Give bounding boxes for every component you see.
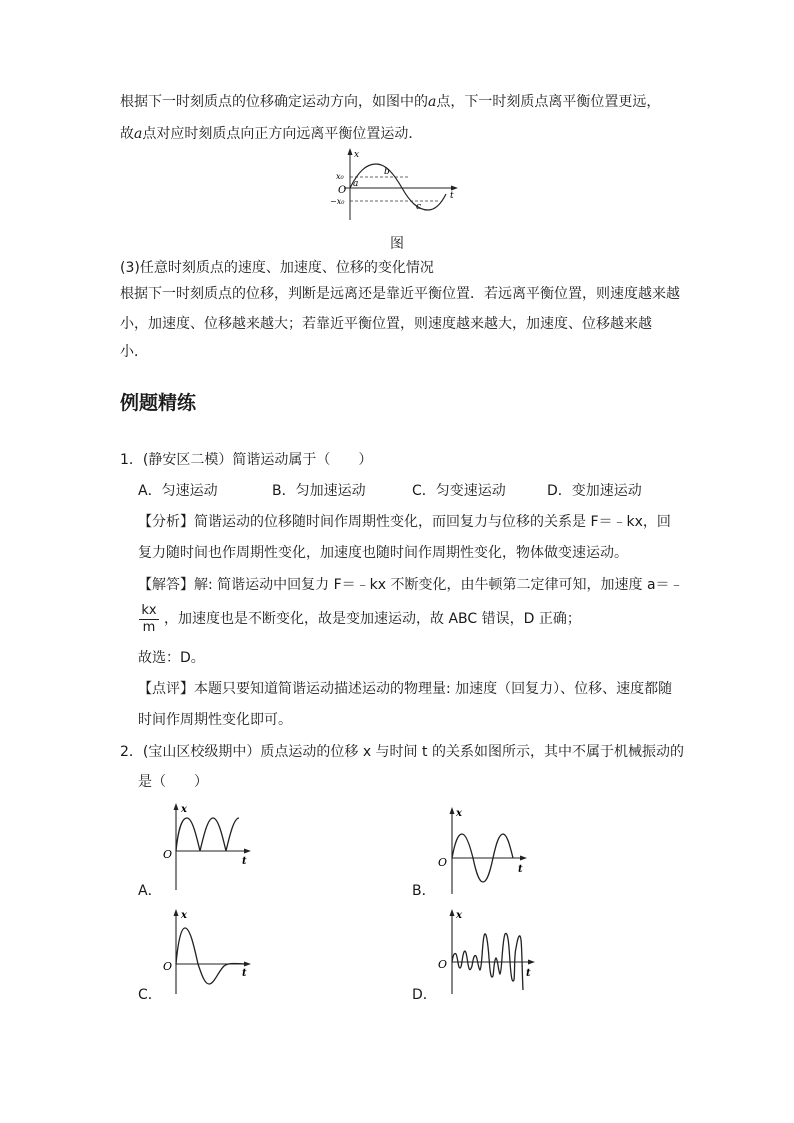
q2-option-a-label[interactable]: A． (138, 883, 162, 899)
figure-label-t: t (450, 191, 454, 201)
q2-option-c-label[interactable]: C． (138, 987, 162, 1003)
figure-label-a: a (353, 179, 359, 189)
sine-figure (328, 146, 464, 226)
figure-sine-curve (350, 164, 446, 210)
q1-option-d[interactable]: D．变加速运动 (547, 483, 642, 499)
graph-c-label-o: O (163, 960, 173, 973)
graph-d-t-arrow (528, 960, 535, 965)
graph-c-label-x: x (181, 910, 187, 921)
graph-a-curve (176, 818, 239, 851)
section3-p2: 小，加速度、位移越来越大；若靠近平衡位置，则速度越来越大，加速度、位移越来越 (120, 316, 652, 332)
section3-p3: 小． (120, 344, 148, 360)
q1-option-c[interactable]: C．匀变速运动 (412, 483, 506, 499)
q1-option-a[interactable]: A．匀速运动 (138, 483, 218, 499)
q1-answer-1: 【解答】解: 简谐运动中回复力 F＝﹣kx 不断变化，由牛顿第二定律可知，加速度 a＝﹣ (138, 577, 684, 593)
graph-a-x-arrow (174, 803, 179, 810)
q1-comment-2: 时间作周期性变化即可。 (138, 712, 292, 728)
graph-a-label-x: x (181, 804, 187, 815)
q1-analysis-1: 【分析】简谐运动的位移随时间作周期性变化，而回复力与位移的关系是 F＝﹣kx，回 (138, 514, 671, 530)
graph-d[interactable] (432, 906, 542, 998)
graph-b-t-arrow (520, 856, 527, 861)
q1-option-b[interactable]: B．匀加速运动 (272, 483, 366, 499)
q1-stem: 1．(静安区二模）简谐运动属于（ ） (120, 452, 373, 468)
figure-x-arrow (348, 148, 353, 155)
figure-label-c: c (416, 202, 422, 212)
figure-label-x0: x₀ (336, 172, 344, 181)
figure-t-arrow (451, 186, 458, 191)
graph-d-label-x: x (456, 910, 462, 921)
q1-choice: 故选：D。 (138, 650, 205, 666)
q1-answer-2: ，加速度也是不断变化，故是变加速运动，故 ABC 错误，D 正确； (164, 611, 581, 627)
section3-p1: 根据下一时刻质点的位移，判断是远离还是靠近平衡位置．若远离平衡位置，则速度越来越 (120, 286, 680, 302)
graph-b-label-x: x (456, 808, 462, 819)
graph-c[interactable] (160, 906, 260, 998)
graph-b-x-arrow (450, 807, 455, 814)
fraction-denominator: m (142, 620, 156, 635)
graph-d-x-arrow (450, 909, 455, 916)
intro-line-1: 根据下一时刻质点的位移确定运动方向，如图中的a点，下一时刻质点离平衡位置更远， (120, 94, 661, 110)
graph-c-curve (176, 928, 248, 984)
figure-caption: 图 (390, 236, 404, 252)
graph-a-label-t: t (242, 856, 247, 867)
graph-a[interactable] (160, 800, 260, 894)
q2-stem-1: 2．(宝山区校级期中）质点运动的位移 x 与时间 t 的关系如图所示，其中不属于机械振动的 (120, 744, 684, 760)
q1-analysis-2: 复力随时间也作周期性变化，加速度也随时间作周期性变化，物体做变速运动。 (138, 545, 628, 561)
graph-c-x-arrow (174, 909, 179, 916)
graph-b-label-o: O (438, 856, 448, 869)
figure-label-negx0: −x₀ (330, 197, 345, 206)
graph-b-label-t: t (518, 864, 523, 875)
graph-d-label-o: O (438, 958, 448, 971)
graph-d-label-t: t (526, 968, 531, 979)
section3-title: (3)任意时刻质点的速度、加速度、位移的变化情况 (120, 260, 434, 276)
figure-label-b: b (384, 167, 390, 177)
intro-line-2: 故a点对应时刻质点向正方向远离平衡位置运动． (120, 126, 423, 142)
graph-b[interactable] (432, 804, 532, 896)
graph-a-t-arrow (244, 849, 251, 854)
graph-a-label-o: O (163, 848, 173, 861)
q2-option-b-label[interactable]: B． (412, 883, 436, 899)
q2-stem-2: 是（ ） (138, 774, 208, 790)
figure-label-o: O (338, 185, 347, 196)
q1-fraction (139, 603, 159, 636)
examples-heading: 例题精练 (120, 392, 197, 414)
figure-label-x: x (354, 150, 360, 160)
q1-comment-1: 【点评】本题只要知道简谐运动描述运动的物理量: 加速度（回复力）、位移、速度都随 (138, 681, 673, 697)
fraction-numerator: kx (139, 603, 159, 620)
q2-option-d-label[interactable]: D． (412, 987, 437, 1003)
graph-c-label-t: t (242, 968, 247, 979)
